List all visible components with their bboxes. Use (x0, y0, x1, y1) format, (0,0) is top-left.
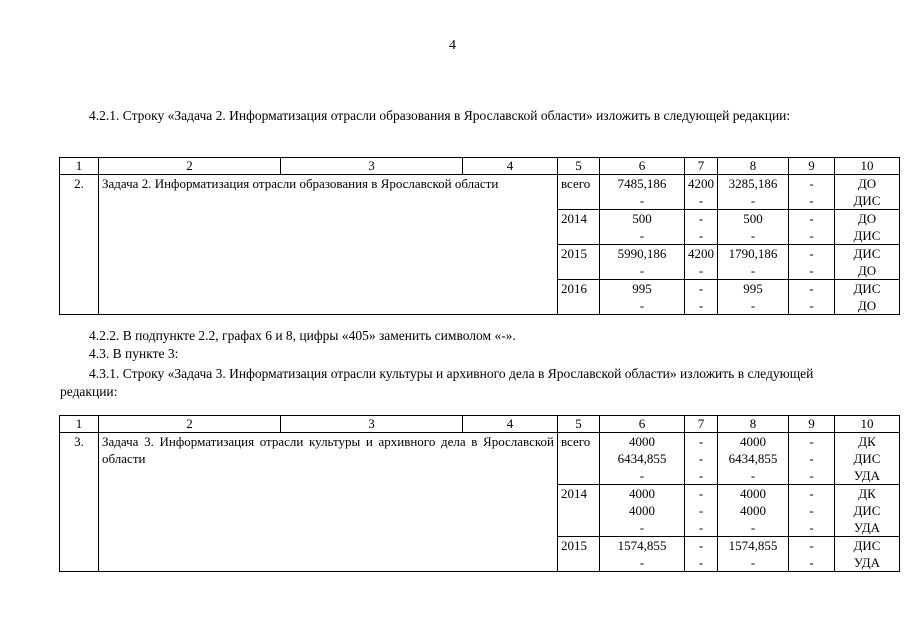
header-cell-3: 3 (281, 158, 463, 175)
cell-line: УДА (853, 555, 881, 570)
paragraph-4-2-1: 4.2.1. Строку «Задача 2. Информатизация отрасли образования в Ярославской области» изложить в следующей редакции: (89, 108, 791, 123)
cell-line: - (809, 246, 814, 261)
task-number-cell: 3. (60, 433, 99, 572)
year-cell: 2014 (558, 485, 600, 537)
cell-line: 5990,186 (617, 246, 667, 261)
value-cell-c8 (718, 433, 789, 485)
value-cell-c8 (718, 245, 789, 280)
value-cell-c8 (718, 280, 789, 315)
value-cell-c8 (718, 210, 789, 245)
value-cell-c10 (835, 433, 900, 485)
cell-line: - (809, 538, 814, 553)
cell-line: - (750, 263, 756, 278)
cell-line: 500 (632, 211, 652, 226)
table-row (60, 433, 900, 485)
value-cell-c6 (600, 175, 685, 210)
cell-line: ДИС (853, 281, 881, 296)
task-description-cell: Задача 3. Информатизация отрасли культуры и архивного дела в Ярославской области (99, 433, 558, 572)
cell-line: 1574,855 (617, 538, 667, 553)
cell-line: - (639, 298, 645, 313)
cell-line: - (809, 434, 814, 449)
value-cell-c7 (685, 210, 718, 245)
value-cell-c8 (718, 175, 789, 210)
year-cell: 2014 (558, 210, 600, 245)
cell-line: 3285,186 (728, 176, 778, 191)
value-cell-c9 (789, 245, 835, 280)
year-cell: всего (558, 433, 600, 485)
paragraph-4-2-2: 4.2.2. В подпункте 2.2, графах 6 и 8, цифры «405» заменить символом «-». (89, 328, 516, 343)
value-cell-c10 (835, 245, 900, 280)
cell-line: ДИС (853, 246, 881, 261)
value-cell-c7 (685, 537, 718, 572)
cell-line: 995 (743, 281, 763, 296)
header-cell-8: 8 (718, 416, 789, 433)
paragraph-4-3-1: 4.3.1. Строку «Задача 3. Информатизация отрасли культуры и архивного дела в Ярославской области» изложить в следующей редакции: (60, 366, 814, 399)
header-cell-6: 6 (600, 416, 685, 433)
value-cell-c10 (835, 485, 900, 537)
cell-line: ДО (857, 211, 877, 226)
cell-line: - (809, 486, 814, 501)
year-cell: всего (558, 175, 600, 210)
cell-line: - (809, 228, 814, 243)
value-cell-c10 (835, 210, 900, 245)
header-cell-3: 3 (281, 416, 463, 433)
cell-line: ДО (857, 176, 877, 191)
cell-line: - (809, 520, 814, 535)
cell-line: - (698, 193, 704, 208)
page-number: 4 (449, 38, 456, 53)
value-cell-c7 (685, 175, 718, 210)
cell-line: - (639, 468, 645, 483)
header-cell-1: 1 (60, 416, 99, 433)
cell-line: ДИС (853, 538, 881, 553)
cell-line: ДО (857, 263, 877, 278)
header-cell-9: 9 (789, 416, 835, 433)
cell-line: 6434,855 (617, 451, 667, 466)
cell-line: - (750, 228, 756, 243)
table-task-3 (59, 415, 900, 572)
cell-line: - (809, 555, 814, 570)
value-cell-c8 (718, 485, 789, 537)
header-cell-9: 9 (789, 158, 835, 175)
cell-line: 1790,186 (728, 246, 778, 261)
header-cell-2: 2 (99, 158, 281, 175)
cell-line: 4000 (740, 503, 766, 518)
cell-line: - (639, 555, 645, 570)
cell-line: - (809, 503, 814, 518)
cell-line: 4000 (629, 503, 655, 518)
cell-line: - (750, 555, 756, 570)
value-cell-c6 (600, 433, 685, 485)
cell-line: - (698, 434, 704, 449)
value-cell-c9 (789, 210, 835, 245)
value-cell-c9 (789, 175, 835, 210)
cell-line: - (698, 503, 704, 518)
cell-line: ДК (858, 486, 876, 501)
cell-line: 995 (632, 281, 652, 296)
header-cell-4: 4 (463, 158, 558, 175)
value-cell-c7 (685, 245, 718, 280)
cell-line: - (698, 211, 704, 226)
cell-line: 4200 (688, 246, 714, 261)
cell-line: - (698, 263, 704, 278)
value-cell-c6 (600, 280, 685, 315)
cell-line: - (809, 298, 814, 313)
cell-line: 4000 (629, 434, 655, 449)
value-cell-c10 (835, 537, 900, 572)
cell-line: - (750, 193, 756, 208)
cell-line: ДИС (853, 503, 881, 518)
cell-line: - (698, 451, 704, 466)
header-cell-8: 8 (718, 158, 789, 175)
table-task-3-body (60, 416, 900, 572)
cell-line: ДО (857, 298, 877, 313)
header-cell-10: 10 (835, 158, 900, 175)
cell-line: УДА (853, 468, 881, 483)
cell-line: - (639, 228, 645, 243)
cell-line: - (809, 468, 814, 483)
header-cell-2: 2 (99, 416, 281, 433)
header-cell-5: 5 (558, 158, 600, 175)
year-cell: 2015 (558, 245, 600, 280)
header-cell-10: 10 (835, 416, 900, 433)
cell-line: 4000 (740, 434, 766, 449)
header-cell-7: 7 (685, 416, 718, 433)
value-cell-c6 (600, 210, 685, 245)
header-cell-5: 5 (558, 416, 600, 433)
value-cell-c9 (789, 280, 835, 315)
cell-line: 6434,855 (728, 451, 778, 466)
table-task-2 (59, 157, 900, 315)
cell-line: - (698, 298, 704, 313)
value-cell-c7 (685, 485, 718, 537)
cell-line: 4200 (688, 176, 714, 191)
value-cell-c9 (789, 433, 835, 485)
paragraph-4-3: 4.3. В пункте 3: (89, 346, 179, 361)
cell-line: - (698, 555, 704, 570)
cell-line: - (639, 520, 645, 535)
cell-line: - (698, 468, 704, 483)
header-cell-7: 7 (685, 158, 718, 175)
value-cell-c6 (600, 537, 685, 572)
cell-line: ДИС (853, 451, 881, 466)
cell-line: - (639, 193, 645, 208)
cell-line: - (809, 281, 814, 296)
cell-line: 4000 (629, 486, 655, 501)
cell-line: 7485,186 (617, 176, 667, 191)
header-cell-1: 1 (60, 158, 99, 175)
cell-line: - (698, 486, 704, 501)
cell-line: - (809, 451, 814, 466)
cell-line: - (698, 538, 704, 553)
value-cell-c7 (685, 280, 718, 315)
table-row (60, 175, 900, 210)
task-description-cell: Задача 2. Информатизация отрасли образования в Ярославской области (99, 175, 558, 315)
cell-line: - (698, 520, 704, 535)
value-cell-c10 (835, 175, 900, 210)
year-cell: 2015 (558, 537, 600, 572)
cell-line: ДК (858, 434, 876, 449)
header-row (60, 416, 900, 433)
cell-line: - (809, 176, 814, 191)
cell-line: ДИС (853, 228, 881, 243)
cell-line: - (750, 298, 756, 313)
cell-line: - (809, 193, 814, 208)
cell-line: - (698, 228, 704, 243)
cell-line: - (809, 211, 814, 226)
cell-line: 4000 (740, 486, 766, 501)
cell-line: 500 (743, 211, 763, 226)
cell-line: - (698, 281, 704, 296)
value-cell-c9 (789, 485, 835, 537)
value-cell-c6 (600, 245, 685, 280)
cell-line: - (750, 520, 756, 535)
value-cell-c9 (789, 537, 835, 572)
year-cell: 2016 (558, 280, 600, 315)
cell-line: 1574,855 (728, 538, 778, 553)
cell-line: - (809, 263, 814, 278)
value-cell-c6 (600, 485, 685, 537)
header-cell-4: 4 (463, 416, 558, 433)
table-task-2-body (60, 158, 900, 315)
value-cell-c8 (718, 537, 789, 572)
cell-line: УДА (853, 520, 881, 535)
header-row (60, 158, 900, 175)
value-cell-c10 (835, 280, 900, 315)
cell-line: - (639, 263, 645, 278)
cell-line: - (750, 468, 756, 483)
header-cell-6: 6 (600, 158, 685, 175)
task-number-cell: 2. (60, 175, 99, 315)
value-cell-c7 (685, 433, 718, 485)
cell-line: ДИС (853, 193, 881, 208)
